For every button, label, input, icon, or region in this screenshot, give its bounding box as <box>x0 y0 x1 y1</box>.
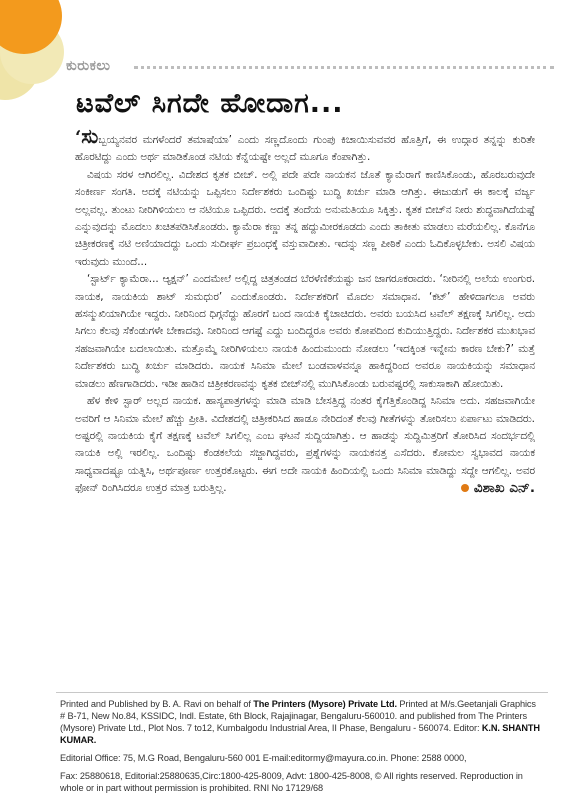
author-byline <box>449 480 535 497</box>
imprint-printed-by: Printed and Published by B. A. Ravi on behalf of <box>60 699 251 709</box>
section-label: ಕುರುಕಲು <box>66 58 111 74</box>
article-headline: ಟವೆಲ್ ಸಿಗದೇ ಹೋದಾಗ... <box>76 88 344 119</box>
bullet-dot-icon <box>461 484 469 492</box>
article-paragraph-3: ‘ಸ್ಟಾರ್ಟ್ ಕ್ಯಾಮೆರಾ... ಆ್ಯಕ್ಷನ್’ ಎಂದಮೇಲೆ ಅಲ್ಲಿದ್ದ ಚಿತ್ರತಂಡದ ಬೆರಳೆಣಿಕೆಯಷ್ಟು ಜನ ಜಾಗರೂಕರಾದರು. ‘ನೀರಿನಲ್ಲಿ ಅಲೆಯ ಉಂಗುರ. ನಾಯಕ, ನಾಯಕಿಯ ಶಾಟ್ ಸುಮಧುರ’ ಎಂದುಕೊಂಡರು. ನಿರ್ದೇಶಕರಿಗೆ ಮೊದಲ ಸಮಾಧಾನ. ‘ಕಟ್’ ಹೇಳಿದಾಗಲೂ ಅವರು ಹಸನ್ಮುಖಿಯಾಗಿಯೇ ಇದ್ದರು. ನೀರಿನಿಂದ ಧಿಗ್ಗನೆದ್ದು ಹೊರಗೆ ಬಂದ ನಾಯಕಿ ಕೈಚಾಚಿದರು. ಅವರು ಬಯಸಿದ ಟವೆಲ್ ತಕ್ಷಣಕ್ಕೆ ಸಿಗಲಿಲ್ಲ. ಅದು ಸಿಗಲು ಕೆಲವು ಸೆಕೆಂಡುಗಳೇ ಬೇಕಾದವು. ನೀರಿನಿಂದ ಆಗಷ್ಟೆ ಎದ್ದು ಬಂದಿದ್ದರೂ ಅವರು ಕೋಪದಿಂದ ಕುದಿಯುತ್ತಿದ್ದರು. ನಿರ್ದೇಶಕರ ಮುಖಭಾವ ಸಹಜವಾಗಿಯೇ ಬದಲಾಯಿತು. ಮತ್ತೊಮ್ಮೆ ನೀರಿಗಿಳಿಯಲು ನಾಯಕಿ ಹಿಂದುಮುಂದು ನೋಡಲು ‘ಇದಕ್ಕಿಂತ ಇನ್ನೇನು ಕಾರಣ ಬೇಕು?’ ಮತ್ತೆ ನಿರ್ದೇಶಕರು ಬುದ್ಧಿ ಖರ್ಚು ಮಾಡಿದರು. ನಾಯಕ ಸಿನಿಮಾ ಮೇಲೆ ಬಂಡವಾಳವನ್ನೂ ಹಾಕಿದ್ದರಿಂದ ಅವರೂ ನಾಯಕಿಯನ್ನು ಸಮಾಧಾನ ಮಾಡಲು ಹೆಣಗಾಡಿದರು. ಇಡೀ ಹಾಡಿನ ಚಿತ್ರೀಕರಣವನ್ನು ಕೃತಕ ಬೀಚ್‌ನಲ್ಲಿ ಮುಗಿಸಿಕೊಂಡು ಬರುವಷ್ಟರಲ್ಲಿ ಸಾಕುಸಾಕಾಗಿ ಹೋಯಿತು. <box>75 273 535 390</box>
paragraph-1-text: ಬ್ಬಯ್ಯನವರ ಮಗಳೆಂದರೆ ತಮಾಷೆಯಾ’ ಎಂದು ಸಣ್ಣದೊಂದು ಗುಂಪು ಕಿಚಾಯಿಸುವವರ ಹೊತ್ತಿಗೆ, ಈ ಉದ್ಗಾರ ತನ್ನನ್ನು ಕುರಿತೇ ಹೊರಟಿದ್ದು ಎಂದು ಅರ್ಥ ಮಾಡಿಕೊಂಡ ನಟಿಯ ಕೆನ್ನೆಯಷ್ಟೇ ಅಲ್ಲದೆ ಮೂಗೂ ಕೆಂಪಾಗಿತ್ತು. <box>75 134 535 164</box>
imprint-address: Printed at M/s.Geetanjali Graphics # B-71, New No.84, KSSIDC, Indl. Estate, 6th Block, Rajajinagar, Bengaluru-560010. and published from The Printers (Mysore) Private Ltd., Plot Nos. 7 to12, Kumbalgodu Industrial Area, II Phase, Bengaluru - 560074. Editor: <box>60 699 536 733</box>
article-paragraph-2: ವಿಷಯ ಸರಳ ಆಗಿರಲಿಲ್ಲ. ವಿದೇಶದ ಕೃತಕ ಬೀಚ್. ಅಲ್ಲಿ ಪದೇ ಪದೇ ನಾಯಕನ ಜೊತೆ ಕ್ಯಾಮೆರಾಗೆ ಕಾಣಿಸಿಕೊಂಡು, ಹೊರಬರುವುದೇ ಸಂಕೀರ್ಣ ಸಂಗತಿ. ಅದಕ್ಕೆ ನಟಿಯನ್ನು ಒಪ್ಪಿಸಲು ನಿರ್ದೇಶಕರು ಒಂದಿಷ್ಟು ಬುದ್ಧಿ ಖರ್ಚು ಮಾಡಿ ಆಗಿತ್ತು. ಈಜುಡುಗೆ ಈ ಕಾಲಕ್ಕೆ ವರ್ಜ್ಯ ಅಲ್ಲವಲ್ಲ. ತುಂಟು ನೀರಿಗಿಳಿಯಲು ಆ ನಟಿಯೂ ಒಪ್ಪಿದರು. ಅದಕ್ಕೆ ತಂದೆಯ ಅನುಮತಿಯೂ ಸಿಕ್ಕಿತ್ತು. ಕೃತಕ ಬೀಚ್‌ನ ನೀರು ಶುದ್ಧವಾಗಿದೆಯಷ್ಟೆ ಎನ್ನುವುದನ್ನು ಮೊದಲು ಖಚಿತಪಡಿಸಿಕೊಂಡರು. ಕ್ಯಾಮೆರಾ ಕಣ್ಣು ತನ್ನ ಹದ್ದುಮೀರಕೂಡದು ಎಂದು ತಾಕೀತು ಮಾಡಲು ಮರೆಯಲಿಲ್ಲ. ಕೊನೆಗೂ ಚಿತ್ರೀಕರಣಕ್ಕೆ ನಟಿ ಅಣಿಯಾದದ್ದು ಒಂದು ಸುದೀರ್ಘ ಪ್ರಬಂಧಕ್ಕೆ ವಸ್ತುವಾದೀತು. ಇದನ್ನು ಸಣ್ಣ ಪೀಠಿಕೆ ಎಂದು ಓದಿಕೊಳ್ಳಬೇಕು. ಅಸಲಿ ವಿಷಯ ಇರುವುದು ಮುಂದೆ... <box>75 168 535 268</box>
dotted-divider <box>134 66 554 69</box>
author-name: ವಿಶಾಖ ಎನ್. <box>473 480 535 497</box>
opening-quote: ‘ <box>75 127 82 148</box>
imprint-printer-line <box>60 698 540 746</box>
article-body <box>75 124 535 498</box>
imprint-editor: K.N. SHANTH KUMAR. <box>60 723 540 745</box>
article-paragraph-1 <box>75 124 535 167</box>
paragraph-4-text: ಹೆಳ ಕೇಳಿ ಸ್ಟಾರ್ ಅಲ್ಲದ ನಾಯಕ. ಹಾಸ್ಯಪಾತ್ರಗಳನ್ನು ಮಾಡಿ ಮಾಡಿ ಬೇಸತ್ತಿದ್ದ ನಂತರ ಕೈಗೆತ್ತಿಕೊಂಡಿದ್ದ ಸಿನಿಮಾ ಅದು. ಸಹಜವಾಗಿಯೇ ಅವರಿಗೆ ಆ ಸಿನಿಮಾ ಮೇಲೆ ಹೆಚ್ಚು ಪ್ರೀತಿ. ವಿದೇಶದಲ್ಲಿ ಚಿತ್ರೀಕರಿಸಿದ ಹಾಡೂ ನೇರಿದಂತೆ ಕೆಲವು ಗೀತೆಗಳನ್ನು ತೋರಿಸಲು ಏರ್ಪಾಟು ಮಾಡಿದರು. ಅಷ್ಟರಲ್ಲಿ ನಾಯಕಿಯ ಕೈಗೆ ತಕ್ಷಣಕ್ಕೆ ಟವೆಲ್ ಸಿಗಲಿಲ್ಲ ಎಂಬ ಘಟನೆ ಸುದ್ದಿಯಾಗಿತ್ತು. ಆ ಹಾಡನ್ನು ಸುದ್ದಿಮಿತ್ರರಿಗೆ ತೋರಿಸಿದ ಸಂದರ್ಭದಲ್ಲಿ ನಾಯಕಿ ಅಲ್ಲಿ ಇರಲಿಲ್ಲ. ಒಂದಿಷ್ಟು ಕೆಂಡಕಲೆಯ ಸಜ್ಜಾಗಿದ್ದವರು, ಪ್ರಶ್ನೆಗಳನ್ನು ನಾಯಕನತ್ತ ಎಸೆದರು. ಕೋಮಲ ಸ್ವಭಾವದ ನಾಯಕ ಸಾಧ್ಯವಾದಷ್ಟೂ ಯತ್ನಿಸಿ, ಅರ್ಥಪೂರ್ಣ ಉತ್ತರಕೊಟ್ಟರು. ಈಗ ಅದೇ ನಾಯಕಿ ಹಿಂದಿಯಲ್ಲಿ ಒಂದು ಸಿನಿಮಾ ಮಾಡಿದ್ದು ಸದ್ದೇ ಆಗಲಿಲ್ಲ. ಅವರ ಫೋನ್ ರಿಂಗಿಸಿದರೂ ಉತ್ತರ ಮಾತ್ರ ಬರುತ್ತಿಲ್ಲ. <box>75 395 535 495</box>
publication-imprint <box>60 698 540 794</box>
imprint-contact-line: Fax: 25880618, Editorial:25880635,Circ:1800-425-8009, Advt: 1800-425-8008, © All rights reserved. Reproduction in whole or in part without permission is prohibited. RNI No 17129/68 <box>60 771 523 793</box>
drop-cap: ಸು <box>81 124 99 148</box>
imprint-office-line: Editorial Office: 75, M.G Road, Bengaluru-560 001 E-mail:editormy@mayura.co.in. Phone: 2588 0000, <box>60 753 467 763</box>
imprint-publisher: The Printers (Mysore) Private Ltd. <box>253 699 397 709</box>
footer-divider <box>56 692 548 693</box>
article-paragraph-4 <box>75 393 535 497</box>
